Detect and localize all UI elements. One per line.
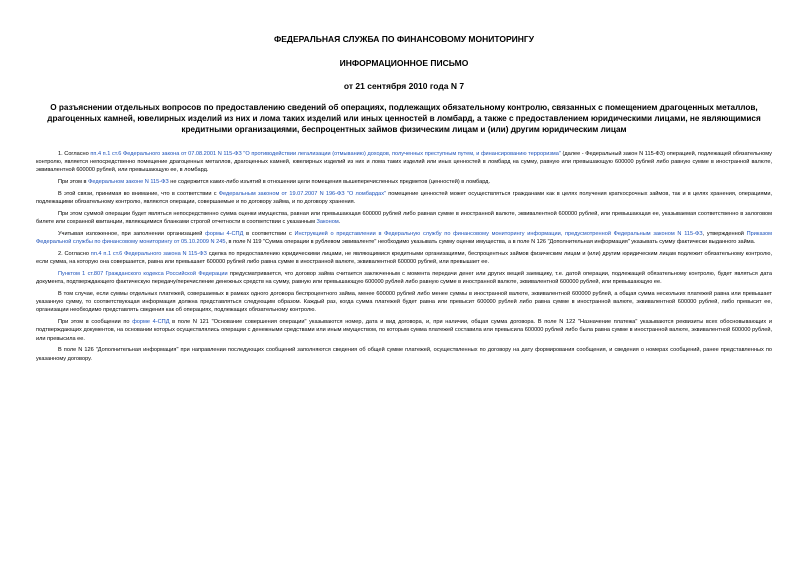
paragraph-text: помещение ценностей может осуществляться гражданами как в целях получения краткосрочных займов, так и в целях хранения, операциями, подлежащими обязательному контролю, являются операции, совершаемые и по договору займа, и по договору хранения. xyxy=(36,191,773,206)
document-reference-link[interactable]: Приказом Федеральной службы по финансовому мониторингу от 05.10.2009 N 245 xyxy=(36,231,772,246)
document-reference-link[interactable]: Федеральным законом от 19.07.2007 N 196-ФЗ "О ломбардах" xyxy=(218,191,387,197)
paragraph xyxy=(36,318,772,343)
document-body xyxy=(36,150,772,363)
paragraph-text: В этой связи, принимая во внимание, что в соответствии с xyxy=(58,191,219,197)
paragraph-text: , утвержденной xyxy=(702,231,747,237)
paragraph-text: При этом суммой операции будет являться непосредственно сумма оценки имущества, равная или превышающая 600000 рублей либо равная сумме в иностранной валюте, эквивалентной 600000 рублей, или превышающая ее, указываемая соответственно в залоговом билете или сохранной квитанции, являющимися бланками строгой отчетности в соответствии с указанным xyxy=(36,211,772,226)
document-reference-link[interactable]: пп.4 п.1 ст.6 Федерального закона от 07.08.2001 N 115-ФЗ "О противодействии легализации (отмыванию) доходов, полученных преступным путем, и финансированию терроризма" xyxy=(90,151,561,157)
paragraph-text: , в поле N 119 "Сумма операции в рублевом эквиваленте" необходимо указывать сумму оценки имущества, а в поле N 126 "Дополнительная информация" указывать сумму фактически выданного займа. xyxy=(225,239,756,246)
paragraph-text: в соответствии с xyxy=(243,231,295,237)
document-reference-link[interactable]: Федеральном законе N 115-ФЗ xyxy=(88,179,169,186)
paragraph-text: сделка по предоставлению юридическими лицами, не являющимися кредитными организациями, беспроцентных займов физическим лицам и (или) другим юридическим лицам подлежит обязательному контролю, если сумма, на которую она совершается, равна или превышает 600000 рублей либо равна сумме в иностранной валюте, эквивалентной 600000 рублей, или превышает ее. xyxy=(36,251,773,266)
paragraph xyxy=(36,346,772,362)
paragraph-text: . xyxy=(338,219,341,226)
document-date-number: от 21 сентября 2010 года N 7 xyxy=(343,81,465,91)
paragraph-text: не содержится каких-либо изъятий в отношении цели помещения вышеперечисленных предметов (ценностей) в ломбард. xyxy=(168,179,490,186)
paragraph-text: 2. Согласно xyxy=(58,251,91,257)
organization-title: ФЕДЕРАЛЬНАЯ СЛУЖБА ПО ФИНАНСОВОМУ МОНИТОРИНГУ xyxy=(273,34,534,44)
paragraph-text: Учитывая изложенное, при заполнении организацией xyxy=(58,231,206,237)
paragraph xyxy=(36,270,772,286)
paragraph xyxy=(36,178,772,186)
paragraph-text: 1. Согласно xyxy=(58,151,91,157)
paragraph xyxy=(36,150,772,175)
document-reference-link[interactable]: формы 4-СПД xyxy=(205,231,244,237)
paragraph-text: При этом в сообщении по xyxy=(58,319,133,326)
document-reference-link[interactable]: Пунктом 1 ст.807 Гражданского кодекса Российской Федерации xyxy=(58,271,228,277)
paragraph-text: (далее - Федеральный закон N 115-ФЗ) операцией, подлежащей обязательному контролю, является непосредственно помещение драгоценных металлов, драгоценных камней, ювелирных изделий из них и лома таких изделий или иных ценностей в ломбард на сумму, равную или превышающую 600000 рублей либо равную сумме в иностранной валюте, эквивалентной 600000 рублей, или превышающую ее, в ломбард. xyxy=(36,151,772,174)
paragraph xyxy=(36,210,772,226)
paragraph xyxy=(36,190,772,206)
document-reference-link[interactable]: форме 4-СПД xyxy=(132,319,170,326)
document-subject: О разъяснении отдельных вопросов по предоставлению сведений об операциях, подлежащих обязательному контролю, связанных с помещением драгоценных металлов, драгоценных камней, ювелирных изделий из них и лома таких изделий или иных ценностей в ломбард, а также с предоставлением юридическими лицами, не являющимися кредитными организациями, беспроцентных займов физическим лицам и (или) другим юридическим лицам xyxy=(47,103,761,134)
paragraph xyxy=(36,290,772,315)
document-reference-link[interactable]: Законом xyxy=(316,219,339,226)
paragraph xyxy=(36,250,772,266)
paragraph-text: При этом в xyxy=(58,179,89,186)
paragraph-text: В том случае, если суммы отдельных платежей, совершаемых в рамках одного договора беспроцентного займа, менее 600000 рублей либо менее суммы в иностранной валюте, эквивалентной 600000 рублей, а общая сумма нескольких платежей равна или превышает указанную сумму, то соответствующая информация должна представляться следующим образом. Каждый раз, когда сумма платежей будет равна или превысит 600000 рублей либо равна сумме в иностранной валюте, эквивалентной 600000 рублей, либо превысит ее, организации необходимо представлять сведения как об операциях, подлежащих обязательному контролю. xyxy=(36,291,772,314)
paragraph-text: В поле N 126 "Дополнительная информация" при направлении последующих сообщений заполняются сведения об общей сумме платежей, осуществленных по договору на дату формирования сообщения, и сведения о номерах сообщений, ранее представленных по указанному договору. xyxy=(36,347,772,362)
document-reference-link[interactable]: Инструкцией о представлении в Федеральную службу по финансовому мониторингу информации, предусмотренной Федеральным законом N 115-ФЗ xyxy=(294,231,703,237)
document-type-title: ИНФОРМАЦИОННОЕ ПИСЬМО xyxy=(339,58,469,68)
document-reference-link[interactable]: пп.4 п.1 ст.6 Федерального закона N 115-ФЗ xyxy=(90,251,207,257)
paragraph xyxy=(36,230,772,246)
paragraph-text: в поле N 121 "Основание совершения операции" указываются номер, дата и вид договора, и, при наличии, общая сумма договора. В поле N 122 "Назначение платежа" указываются реквизиты всех обосновывающих и подтверждающих документов, на основании которых осуществлялись операции с денежными средствами или иным имуществом, по которым сумма платежей составила или превысила 600000 рублей либо была равна сумме в иностранной валюте, эквивалентной 600000 рублей, или превысила ее. xyxy=(36,319,772,342)
document-page xyxy=(36,34,772,366)
paragraph-text: предусматривается, что договор займа считается заключенным с момента передачи денег или других вещей заемщику, т.е. датой операции, подлежащей обязательному контролю, будет являться дата документа, подтверждающего фактическую передачу/перечисление денежных средств на сумму, равную или превышающую 600000 рублей либо равную сумме в иностранной валюте, эквивалентной 600000 рублей, или превышающую ее. xyxy=(36,271,772,286)
